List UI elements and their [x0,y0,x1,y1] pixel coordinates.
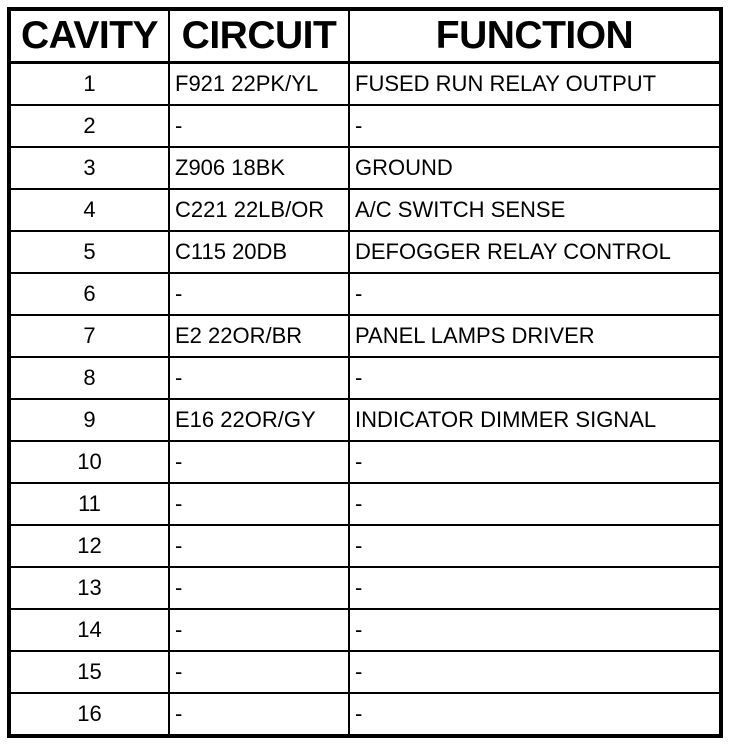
cavity-cell: 4 [9,189,169,231]
table-row [9,441,721,483]
cavity-cell: 5 [9,231,169,273]
function-cell: - [349,609,721,651]
header-cavity: CAVITY [9,9,169,63]
table-row [9,399,721,441]
table-header [9,9,721,63]
cavity-cell: 14 [9,609,169,651]
cavity-cell: 8 [9,357,169,399]
circuit-cell: - [169,525,349,567]
table-row [9,609,721,651]
table-body [9,63,721,737]
circuit-cell: - [169,357,349,399]
circuit-cell: E2 22OR/BR [169,315,349,357]
header-row [9,9,721,63]
function-cell: INDICATOR DIMMER SIGNAL [349,399,721,441]
function-cell: - [349,105,721,147]
cavity-cell: 6 [9,273,169,315]
circuit-cell: E16 22OR/GY [169,399,349,441]
function-cell: - [349,567,721,609]
function-cell: - [349,525,721,567]
cavity-cell: 12 [9,525,169,567]
header-circuit: CIRCUIT [169,9,349,63]
circuit-cell: - [169,273,349,315]
circuit-cell: Z906 18BK [169,147,349,189]
cavity-cell: 16 [9,693,169,736]
function-cell: PANEL LAMPS DRIVER [349,315,721,357]
circuit-cell: F921 22PK/YL [169,63,349,106]
circuit-cell: - [169,609,349,651]
table-row [9,63,721,106]
function-cell: - [349,441,721,483]
circuit-cell: C221 22LB/OR [169,189,349,231]
cavity-cell: 3 [9,147,169,189]
function-cell: GROUND [349,147,721,189]
function-cell: A/C SWITCH SENSE [349,189,721,231]
cavity-cell: 15 [9,651,169,693]
table-row [9,147,721,189]
table-row [9,651,721,693]
table-row [9,105,721,147]
cavity-cell: 10 [9,441,169,483]
circuit-cell: C115 20DB [169,231,349,273]
circuit-cell: - [169,483,349,525]
table-row [9,315,721,357]
table-row [9,357,721,399]
table-row [9,525,721,567]
table-row [9,693,721,736]
circuit-cell: - [169,651,349,693]
function-cell: - [349,483,721,525]
table-row [9,189,721,231]
circuit-cell: - [169,441,349,483]
cavity-cell: 9 [9,399,169,441]
table-row [9,567,721,609]
cavity-cell: 1 [9,63,169,106]
table-row [9,273,721,315]
function-cell: FUSED RUN RELAY OUTPUT [349,63,721,106]
header-function: FUNCTION [349,9,721,63]
function-cell: - [349,693,721,736]
circuit-cell: - [169,567,349,609]
cavity-cell: 2 [9,105,169,147]
function-cell: - [349,273,721,315]
cavity-cell: 7 [9,315,169,357]
circuit-cell: - [169,105,349,147]
connector-pinout-table [7,7,723,738]
cavity-cell: 11 [9,483,169,525]
cavity-cell: 13 [9,567,169,609]
function-cell: - [349,651,721,693]
function-cell: DEFOGGER RELAY CONTROL [349,231,721,273]
circuit-cell: - [169,693,349,736]
function-cell: - [349,357,721,399]
table-row [9,483,721,525]
table-row [9,231,721,273]
